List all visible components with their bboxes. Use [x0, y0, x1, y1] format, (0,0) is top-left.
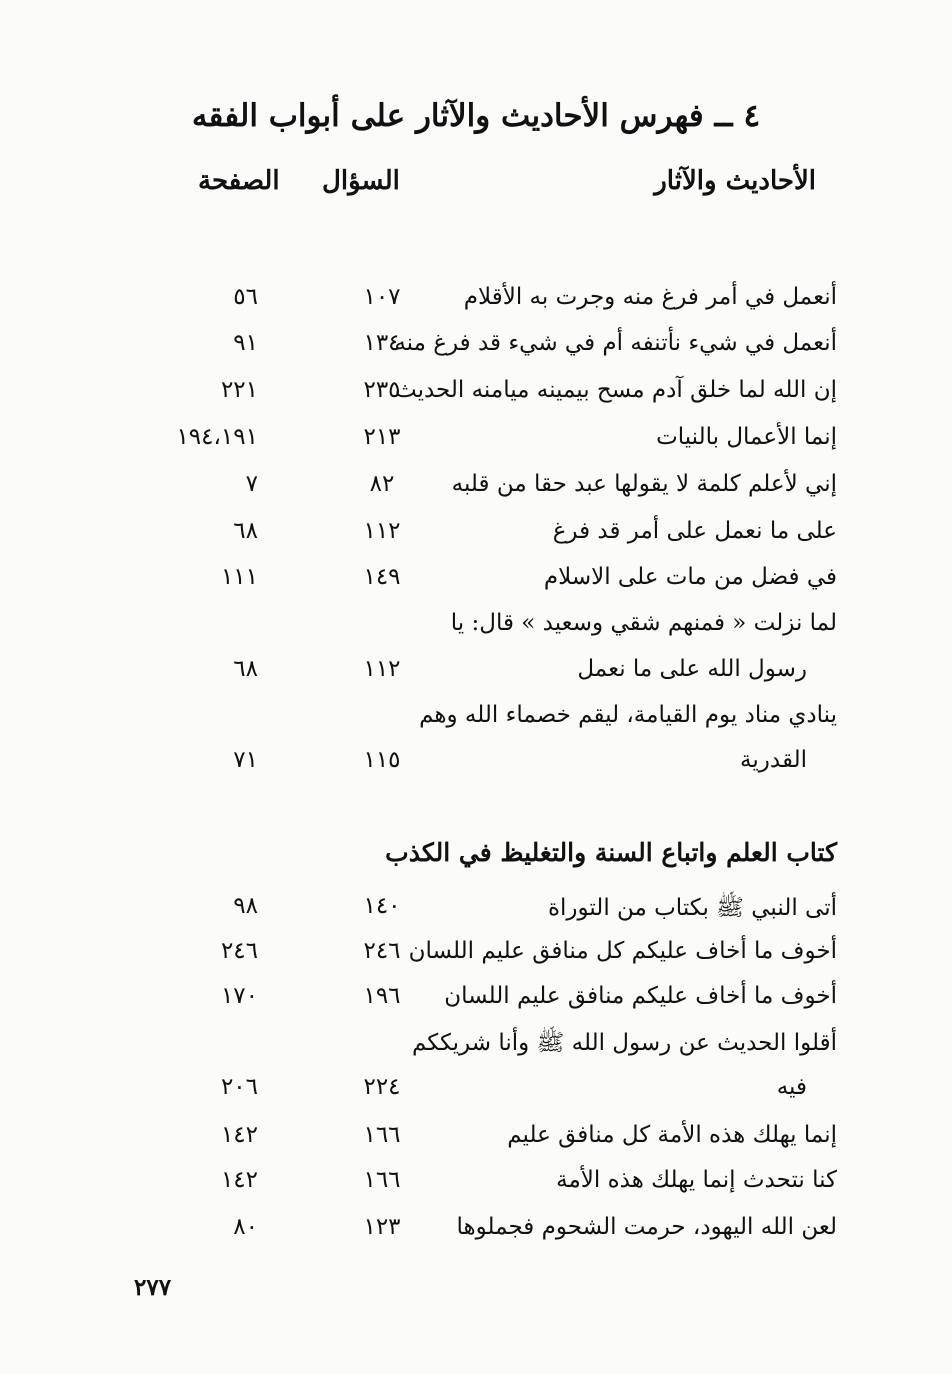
question-number: ٢٣٥	[363, 377, 401, 403]
hadith-text: أخوف ما أخاف عليكم منافق عليم اللسان	[444, 983, 837, 1009]
hadith-text: أتى النبي ﷺ بكتاب من التوراة	[547, 895, 837, 921]
index-row	[0, 1122, 952, 1162]
page-reference: ٦٨	[233, 656, 258, 682]
hadith-text: أقلوا الحديث عن رسول الله ﷺ وأنا شريككم	[411, 1030, 837, 1056]
page-reference: ٧١	[233, 747, 258, 773]
index-row	[0, 1028, 952, 1068]
page-reference: ٢٤٦	[220, 938, 258, 964]
question-number: ١٩٦	[363, 983, 401, 1009]
page-reference: ٧	[245, 471, 258, 497]
page-reference: ١٧٠	[220, 983, 258, 1009]
index-row	[0, 330, 952, 370]
question-number: ١٢٣	[363, 1214, 401, 1240]
question-number: ١١٥	[363, 747, 401, 773]
page-reference: ٩١	[233, 330, 258, 356]
question-number: ١٦٦	[363, 1167, 401, 1193]
index-row	[0, 284, 952, 324]
hadith-text: على ما نعمل على أمر قد فرغ	[552, 518, 837, 544]
page-reference: ٨٠	[233, 1214, 258, 1240]
page-reference: ٥٦	[233, 284, 258, 310]
page-reference: ١١١	[220, 564, 258, 590]
hadith-text: إني لأعلم كلمة لا يقولها عبد حقا من قلبه	[451, 471, 837, 497]
page-reference: ٢٢١	[220, 377, 258, 403]
question-number: ١١٢	[363, 656, 401, 682]
hadith-text: رسول الله على ما نعمل	[577, 656, 807, 682]
index-row	[0, 1074, 952, 1114]
page-reference: ١٩٤،١٩١	[176, 424, 258, 450]
index-row	[0, 610, 952, 650]
column-header-page: الصفحة	[198, 166, 280, 196]
index-row	[0, 1214, 952, 1254]
page-reference: ١٤٢	[220, 1167, 258, 1193]
index-row	[0, 893, 952, 933]
hadith-text: أخوف ما أخاف عليكم كل منافق عليم اللسان	[408, 938, 837, 964]
index-row	[0, 1167, 952, 1207]
hadith-text: إنما الأعمال بالنيات	[656, 424, 837, 450]
index-row	[0, 938, 952, 978]
question-number: ٢٢٤	[363, 1074, 401, 1100]
column-header-hadiths: الأحاديث والآثار	[654, 166, 816, 196]
hadith-text: فيه	[776, 1074, 807, 1100]
question-number: ١٠٧	[363, 284, 401, 310]
question-number: ١٦٦	[363, 1122, 401, 1148]
index-row	[0, 564, 952, 604]
hadith-text: في فضل من مات على الاسلام	[543, 564, 837, 590]
page-reference: ٩٨	[233, 893, 258, 919]
index-row	[0, 424, 952, 464]
page-reference: ٦٨	[233, 518, 258, 544]
page-reference: ١٤٢	[220, 1122, 258, 1148]
page-title: ٤ ــ فهرس الأحاديث والآثار على أبواب الفقه	[191, 98, 761, 134]
question-number: ٨٢	[369, 471, 395, 497]
index-row	[0, 747, 952, 787]
hadith-text: لعن الله اليهود، حرمت الشحوم فجملوها	[456, 1214, 837, 1240]
index-row	[0, 702, 952, 742]
page-reference: ٢٠٦	[220, 1074, 258, 1100]
index-row	[0, 377, 952, 417]
index-row	[0, 518, 952, 558]
index-row	[0, 983, 952, 1023]
section-heading: كتاب العلم واتباع السنة والتغليظ في الكذب	[385, 838, 837, 867]
question-number: ١٤٠	[363, 893, 401, 919]
question-number: ١٣٤	[363, 330, 401, 356]
hadith-text: أنعمل في شيء نأتنفه أم في شيء قد فرغ منه	[394, 330, 837, 356]
question-number: ١١٢	[363, 518, 401, 544]
hadith-text: إنما يهلك هذه الأمة كل منافق عليم	[507, 1122, 837, 1148]
page-number: ٢٧٧	[134, 1274, 172, 1301]
question-number: ١٤٩	[363, 564, 401, 590]
question-number: ٢١٣	[363, 424, 401, 450]
index-row	[0, 471, 952, 511]
hadith-text: أنعمل في أمر فرغ منه وجرت به الأقلام	[463, 284, 837, 310]
question-number: ٢٤٦	[363, 938, 401, 964]
index-row	[0, 656, 952, 696]
hadith-text: إن الله لما خلق آدم مسح بيمينه ميامنه الحديث	[394, 377, 837, 403]
hadith-text: ينادي مناد يوم القيامة، ليقم خصماء الله وهم	[419, 702, 837, 728]
hadith-text: القدرية	[740, 747, 807, 773]
hadith-text: لما نزلت « فمنهم شقي وسعيد » قال: يا	[450, 610, 837, 636]
hadith-text: كنا نتحدث إنما يهلك هذه الأمة	[556, 1167, 837, 1193]
column-header-question: السؤال	[322, 166, 400, 196]
